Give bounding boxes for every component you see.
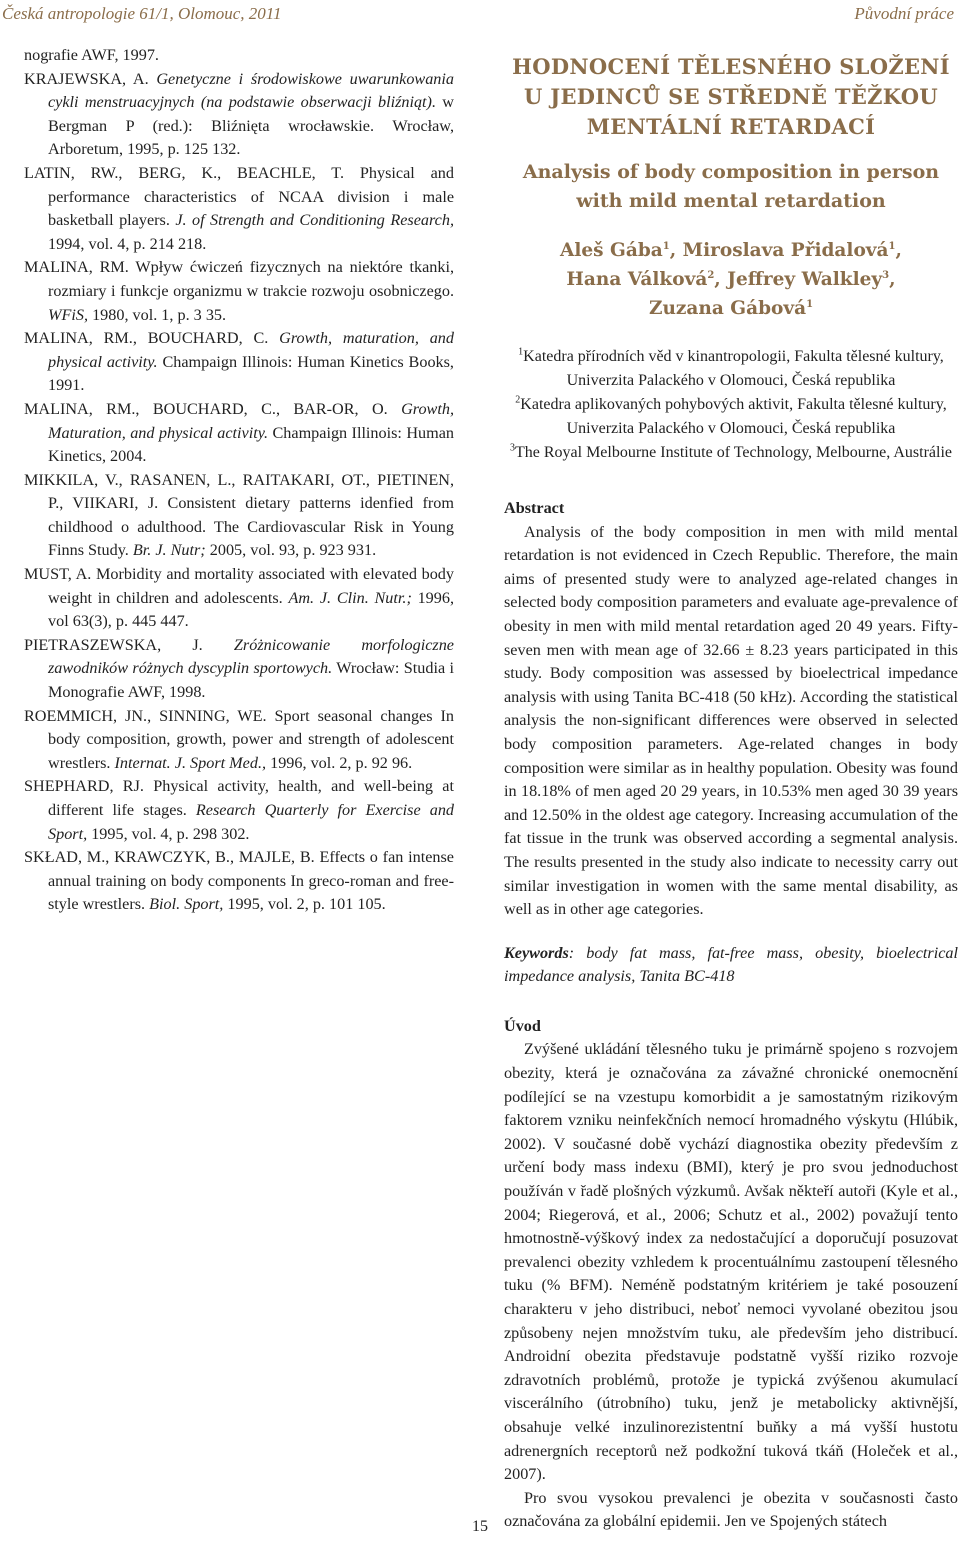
introduction-paragraph: Zvýšené ukládání tělesného tuku je primárně spojeno s rozvojem obezity, která je označována za závažné chronické onemocnění podílející se na vzestupu komorbidit a je samostatným rizikovým faktorem vzniku neinfekčních nemocí hromadného výskytu (Hlúbik, 2002). V současné době vychází diagnostika obezity především z určení body mass indexu (BMI), který je pro svou jednoduchost používán v řadě plošných výzkumů. Avšak někteří autoři (Kyle et al., 2004; Riegerová, et al., 2006; Schutz et al., 2002) považují tento hmotnostně-výškový index za nedostačující a doporučují posuzovat prevalenci obezity vzhledem k procentuálnímu zastoupení tělesného tuku (% BFM). Neméně podstatným kritériem je také posouzení charakteru v jeho distribuci, neboť nemoci vyvolané obezitou jsou způsobeny nejen množstvím tuku, ale především jeho distribucí. Androidní obezita představuje podstatně vyšší riziko rozvoje zdravotních problémů, protože je typická zvýšenou akumulací viscerálního (útrobního) tuku, jenž je metabolicky aktivnější, obsahuje velké inzulinorezistentní buňky a má vyšší hustotu adrenergních receptorů než podkožní tuková tkáň (Holeček et al., 2007). bbox=[504, 1040, 958, 1484]
reference-text: MALINA, RM., BOUCHARD, C. bbox=[24, 329, 280, 348]
reference-text: MUST, A. Morbidity and mortality associated with elevated body weight in children and adolescents. bbox=[24, 565, 454, 607]
keywords-label: Keywords bbox=[504, 943, 569, 962]
introduction-section bbox=[504, 1015, 958, 1534]
author-affiliation-mark: 1 bbox=[662, 240, 670, 252]
reference-text: SHEPHARD, RJ. Physical activity, health, and well-being at different life stages. bbox=[24, 777, 454, 819]
author-affiliation-mark: 1 bbox=[806, 298, 814, 310]
reference-italic-text: WFiS, bbox=[48, 305, 89, 324]
reference-list bbox=[24, 44, 454, 917]
reference-text: nografie AWF, 1997. bbox=[24, 46, 159, 64]
introduction-paragraph: Pro svou vysokou prevalenci je obezita v současnosti často označována za globální epidemii. Jen ve Spojených státech bbox=[504, 1488, 958, 1531]
author-name: Jeffrey Walkley bbox=[727, 269, 883, 290]
affiliations bbox=[504, 345, 958, 465]
reference-entry bbox=[24, 256, 454, 327]
references-column bbox=[24, 44, 454, 917]
reference-text: 1995, vol. 4, p. 298 302. bbox=[87, 824, 250, 843]
reference-entry bbox=[24, 563, 454, 634]
reference-italic-text: Growth, Maturation, and physical activity. bbox=[48, 399, 454, 442]
reference-text: Champaign Illinois: Human Kinetics Books, 1991. bbox=[48, 352, 454, 395]
reference-entry bbox=[24, 162, 454, 256]
title-en-line: Analysis of body composition in person bbox=[522, 161, 940, 183]
reference-italic-text: Biol. Sport, bbox=[149, 895, 224, 914]
article-column bbox=[504, 44, 958, 1534]
reference-italic-text: Am. J. Clin. Nutr.; bbox=[288, 588, 412, 607]
reference-entry bbox=[24, 846, 454, 917]
reference-text: SKŁAD, M., KRAWCZYK, B., MAJLE, B. Effects o fan intense annual training on body components In greco-roman and free-style wrestlers. bbox=[24, 848, 454, 914]
abstract-section bbox=[504, 497, 958, 922]
abstract-text: Analysis of the body composition in men with mild mental retardation is not evidenced in Czech Republic. Therefore, the main aims of presented study were to analyzed age-related changes in selected body composition parameters and evaluate age-prevalence of obesity in men with mild mental retardation aged 20 49 years. Fifty-seven men with mean age of 32.66 ± 8.23 years participated in this study. Body composition was assessed by bioelectrical impedance analysis with using Tanita BC-418 (50 kHz). According the statistical analysis the non-significant differences were observed in selected body composition parameters. Age-related changes in body composition were similar as in healthy population. Obesity was found in 18.18% of men aged 20 29 years, in 10.53% men aged 30 39 years and 12.50% in the oldest age category. Increasing accumulation of the fat tissue in the trunk was observed according a segmental analysis. The results presented in the study also indicate to necessity carry out similar investigation in women with the same mental disability, as well as in other age categories. bbox=[504, 522, 958, 919]
reference-text: 1980, vol. 1, p. 3 35. bbox=[88, 305, 227, 324]
reference-text: Wrocław: Studia i Monografie AWF, 1998. bbox=[48, 659, 455, 702]
reference-text: PIETRASZEWSKA, J. bbox=[24, 635, 234, 654]
reference-entry bbox=[24, 327, 454, 398]
author-name: Miroslava Přidalová bbox=[682, 240, 889, 261]
author-affiliation-mark: 1 bbox=[888, 240, 896, 252]
reference-entry bbox=[24, 705, 454, 776]
reference-entry bbox=[24, 634, 454, 705]
reference-text: MALINA, RM., BOUCHARD, C., BAR-OR, O. bbox=[24, 399, 402, 418]
reference-text: LATIN, RW., BERG, K., BEACHLE, T. Physical and performance characteristics of NCAA division i male basketball players. bbox=[24, 163, 454, 230]
reference-italic-text: Genetyczne i środowiskowe uwarunkowania cykli menstruacyjnych (na podstawie obserwacji bliźniąt). bbox=[48, 69, 454, 112]
keywords-text: : body fat mass, fat-free mass, obesity, bioelectrical impedance analysis, Tanita BC-418 bbox=[504, 943, 958, 986]
author-name: Zuzana Gábová bbox=[648, 298, 807, 319]
reference-entry bbox=[24, 68, 454, 162]
reference-text: ROEMMICH, JN., SINNING, WE. Sport seasonal changes In body composition, growth, power and strength of adolescent wrestlers. bbox=[24, 706, 454, 772]
reference-italic-text: Growth, maturation, and physical activity. bbox=[48, 329, 454, 371]
reference-italic-text: Research Quarterly for Exercise and Sport, bbox=[48, 801, 455, 843]
introduction-heading: Úvod bbox=[504, 1016, 541, 1035]
reference-text: w Bergman P (red.): Bliźnięta wrocławskie. Wrocław, Arboretum, 1995, p. 125 132. bbox=[48, 93, 454, 159]
title-cz-line: MENTÁLNÍ RETARDACÍ bbox=[586, 114, 876, 139]
title-en-line: with mild mental retardation bbox=[576, 190, 886, 212]
reference-italic-text: Br. J. Nutr; bbox=[132, 541, 206, 560]
reference-italic-text: Internat. J. Sport Med., bbox=[114, 753, 267, 772]
running-head bbox=[0, 4, 960, 32]
reference-text: 1996, vol. 2, p. 92 96. bbox=[266, 753, 413, 772]
page-number: 15 bbox=[472, 1518, 488, 1535]
reference-entry bbox=[24, 469, 454, 563]
reference-text: MALINA, RM. Wpływ ćwiczeń fizycznych na niektóre tkanki, rozmiary i funkcje organizmu w trakcie rozwoju osobniczego. bbox=[24, 258, 454, 300]
title-cz-line: HODNOCENÍ TĚLESNÉHO SLOŽENÍ bbox=[512, 54, 950, 79]
author-affiliation-mark: 3 bbox=[882, 269, 890, 281]
author-list: Aleš Gába$^1$, Miroslava Přidalová$^1$, Hana Válková$^2$, Jeffrey Walkley$^3$, Zuzana Gábová$^1$ bbox=[560, 240, 902, 319]
author-name: Hana Válková bbox=[566, 269, 708, 290]
reference-text: KRAJEWSKA, A. bbox=[24, 69, 157, 88]
affiliation: $^2$Katedra aplikovaných pohybových aktivit, Fakulta tělesné kultury, Univerzita Palackého v Olomouci, Česká republika bbox=[515, 394, 947, 437]
affiliation: $^1$Katedra přírodních věd v kinantropologii, Fakulta tělesné kultury, Univerzita Palackého v Olomouci, Česká republika bbox=[518, 346, 944, 389]
article-title-czech bbox=[504, 52, 958, 142]
author-name: Aleš Gába bbox=[560, 240, 663, 261]
article-title-english bbox=[504, 158, 958, 216]
reference-text: 1994, vol. 4, p. 214 218. bbox=[48, 234, 207, 253]
reference-entry bbox=[24, 775, 454, 846]
reference-text: 1996, vol 63(3), p. 445 447. bbox=[48, 588, 455, 631]
abstract-heading: Abstract bbox=[504, 499, 565, 517]
journal-title: Česká antropologie 61/1, Olomouc, 2011 bbox=[2, 4, 282, 23]
affiliation: $^3$The Royal Melbourne Institute of Technology, Melbourne, Austrálie bbox=[509, 442, 952, 461]
reference-italic-text: J. of Strength and Conditioning Research, bbox=[175, 211, 454, 230]
section-label: Původní práce bbox=[854, 4, 954, 23]
reference-text: Champaign Illinois: Human Kinetics, 2004. bbox=[48, 423, 454, 466]
reference-entry bbox=[24, 44, 454, 68]
reference-text: 2005, vol. 93, p. 923 931. bbox=[205, 541, 377, 560]
reference-italic-text: Zróżnicowanie morfologiczne zawodników różnych dyscyplin sportowych. bbox=[48, 635, 454, 678]
author-affiliation-mark: 2 bbox=[707, 269, 715, 281]
reference-entry bbox=[24, 398, 454, 469]
reference-text: MIKKILA, V., RASANEN, L., RAITAKARI, OT., PIETINEN, P., VIIKARI, J. Consistent dietary patterns idenfied from childhood o adulthood. The Cardiovascular Risk in Young Finns Study. bbox=[24, 470, 454, 560]
reference-text: 1995, vol. 2, p. 101 105. bbox=[223, 895, 386, 914]
keywords bbox=[504, 942, 958, 989]
title-cz-line: U JEDINCŮ SE STŘEDNĚ TĚŽKOU bbox=[524, 84, 938, 109]
